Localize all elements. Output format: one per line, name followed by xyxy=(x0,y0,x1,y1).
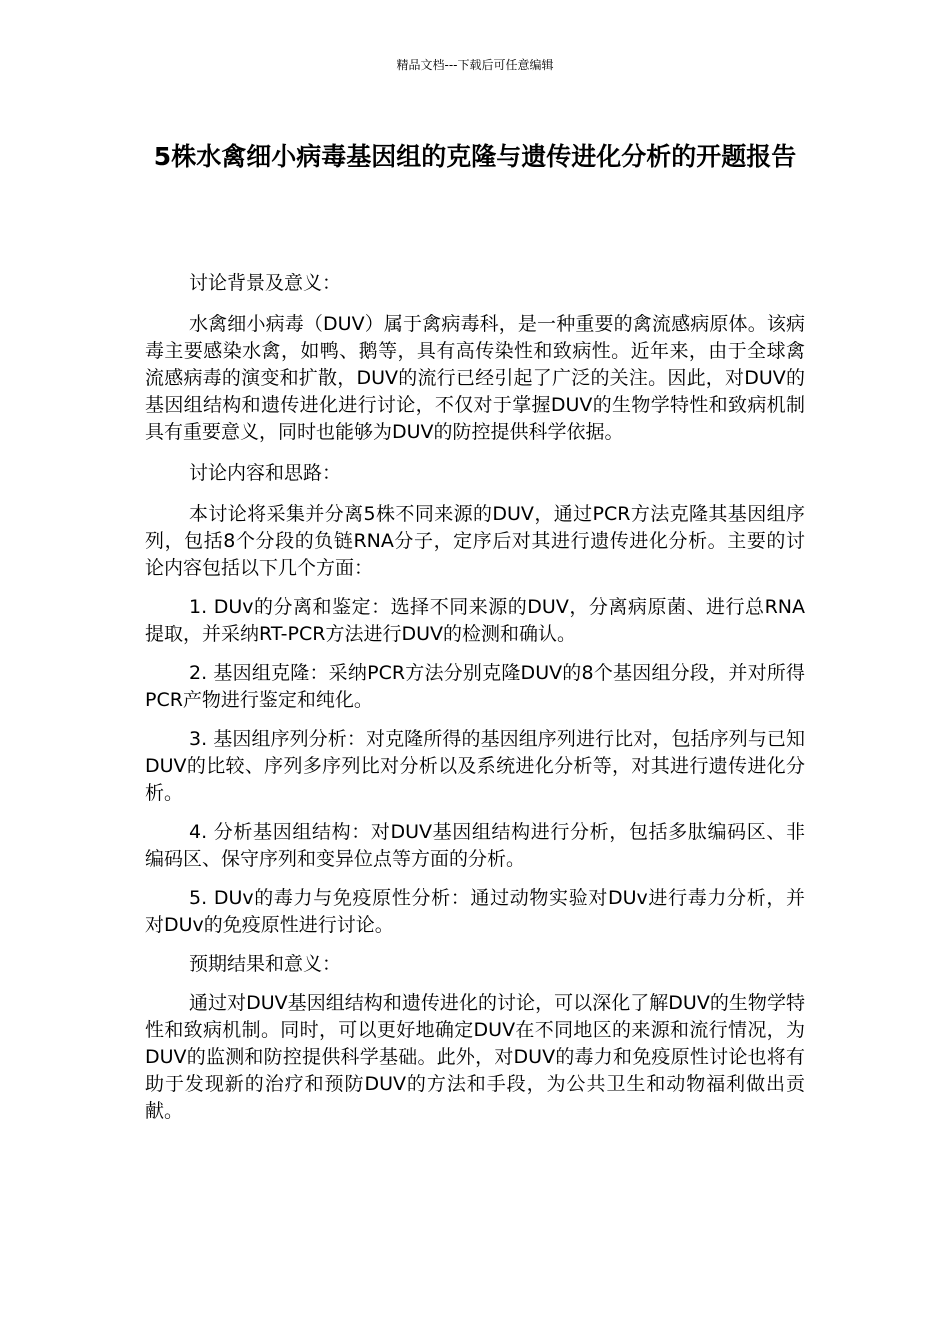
paragraph-results: 通过对DUV基因组结构和遗传进化的讨论，可以深化了解DUV的生物学特性和致病机制。同时，可以更好地确定DUV在不同地区的来源和流行情况，为DUV的监测和防控提供科学基础。此外，对DUV的毒力和免疫原性讨论也将有助于发现新的治疗和预防DUV的方法和手段，为公共卫生和动物福利做出贡献。 xyxy=(145,992,805,1122)
paragraph-background: 水禽细小病毒（DUV）属于禽病毒科，是一种重要的禽流感病原体。该病毒主要感染水禽，如鸭、鹅等，具有高传染性和致病性。近年来，由于全球禽流感病毒的演变和扩散，DUV的流行已经引起了广泛的关注。因此，对DUV的基因组结构和遗传进化进行讨论，不仅对于掌握DUV的生物学特性和致病机制具有重要意义，同时也能够为DUV的防控提供科学依据。 xyxy=(145,313,805,443)
list-item-2: 2. 基因组克隆：采纳PCR方法分别克隆DUV的8个基因组分段，并对所得PCR产物进行鉴定和纯化。 xyxy=(145,662,805,711)
document-body xyxy=(145,270,805,1125)
list-item-5: 5. DUv的毒力与免疫原性分析：通过动物实验对DUv进行毒力分析，并对DUv的免疫原性进行讨论。 xyxy=(145,887,805,936)
section-heading-content: 讨论内容和思路： xyxy=(189,462,342,484)
document-title: 5株水禽细小病毒基因组的克隆与遗传进化分析的开题报告 xyxy=(153,142,797,171)
section-heading-results: 预期结果和意义： xyxy=(189,953,342,975)
page-header-note: 精品文档---下载后可任意编辑 xyxy=(396,58,554,72)
list-item-1: 1. DUv的分离和鉴定：选择不同来源的DUV，分离病原菌、进行总RNA提取，并采纳RT-PCR方法进行DUV的检测和确认。 xyxy=(145,596,805,645)
list-item-4: 4. 分析基因组结构：对DUV基因组结构进行分析，包括多肽编码区、非编码区、保守序列和变异位点等方面的分析。 xyxy=(145,821,805,870)
section-heading-background: 讨论背景及意义： xyxy=(189,272,342,294)
list-item-3: 3. 基因组序列分析：对克隆所得的基因组序列进行比对，包括序列与已知DUV的比较、序列多序列比对分析以及系统进化分析等，对其进行遗传进化分析。 xyxy=(145,728,805,804)
paragraph-content: 本讨论将采集并分离5株不同来源的DUV，通过PCR方法克隆其基因组序列，包括8个分段的负链RNA分子，定序后对其进行遗传进化分析。主要的讨论内容包括以下几个方面： xyxy=(145,503,805,579)
